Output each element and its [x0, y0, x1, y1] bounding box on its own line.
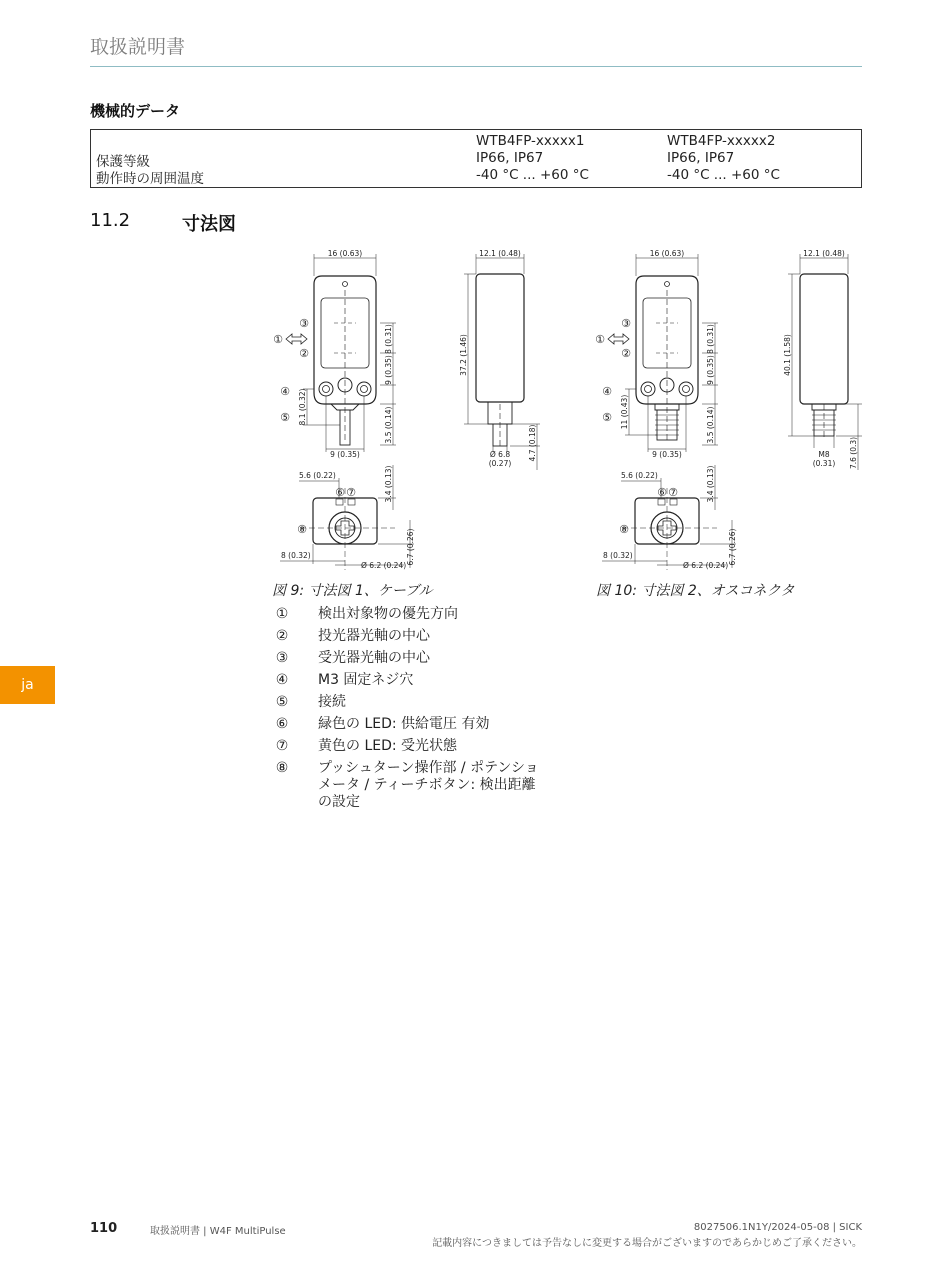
legend-number: ①	[275, 606, 289, 622]
legend-text: M3 固定ネジ穴	[318, 672, 414, 688]
figure-1-drawing	[273, 249, 540, 570]
dim-6: 7.6 (0.3)	[849, 436, 858, 470]
dim-2: 9 (0.35)	[706, 355, 715, 385]
callout-8: ⑧	[619, 523, 629, 536]
legend-number: ②	[275, 628, 289, 644]
chapter-title: 寸法図	[182, 214, 236, 235]
figure-1-caption: 図 9: 寸法図 1、ケーブル	[272, 583, 433, 599]
dim-3: 11 (0.43)	[620, 394, 629, 430]
dim-top-width: 16 (0.63)	[649, 249, 685, 258]
legend-number: ④	[275, 672, 289, 688]
callout-6: ⑥	[335, 486, 345, 499]
bottom-dim-c: 8 (0.32)	[281, 551, 311, 560]
section-title: 機械的データ	[90, 102, 181, 120]
table-cell: 動作時の周囲温度	[96, 171, 204, 187]
bottom-dim-e: 6.7 (0.26)	[406, 528, 415, 566]
dim-side-width: 12.1 (0.48)	[803, 249, 845, 258]
dim-2: 9 (0.35)	[384, 355, 393, 385]
legend-text: 接続	[318, 694, 346, 710]
legend-text: 投光器光軸の中心	[318, 628, 430, 644]
callout-4: ④	[280, 385, 290, 398]
dim-1: 8 (0.31)	[384, 324, 393, 354]
bottom-dim-d: Ø 6.2 (0.24)	[683, 561, 729, 570]
dim-3: 8.1 (0.32)	[298, 388, 307, 426]
callout-2: ②	[621, 347, 631, 360]
dim-5: 9 (0.35)	[652, 450, 682, 459]
table-cell: IP66, IP67	[476, 150, 544, 166]
bottom-dim-a: 5.6 (0.22)	[299, 471, 336, 480]
bottom-dim-b: 3.4 (0.13)	[706, 465, 715, 503]
legend-number: ③	[275, 650, 289, 666]
bottom-dim-e: 6.7 (0.26)	[728, 528, 737, 566]
callout-6: ⑥	[657, 486, 667, 499]
dim-cable-dia: Ø 6.8	[489, 450, 511, 459]
callout-1: ①	[273, 333, 283, 346]
dim-1: 8 (0.31)	[706, 324, 715, 354]
legend-text: プッシュターン操作部 / ポテンショメータ / ティーチボタン: 検出距離の設定	[318, 760, 539, 810]
legend-text: 黄色の LED: 受光状態	[318, 738, 458, 754]
figure-2-drawing	[595, 249, 862, 570]
dim-height: 37.2 (1.46)	[459, 334, 468, 376]
dim-4: 3.5 (0.14)	[706, 406, 715, 444]
footer-reference: 8027506.1N1Y/2024-05-08 | SICK	[693, 1222, 862, 1233]
legend-number: ⑤	[275, 694, 289, 710]
page-number: 110	[90, 1221, 118, 1236]
footer-doc-title: 取扱説明書 | W4F MultiPulse	[150, 1226, 286, 1237]
table-row	[91, 167, 861, 187]
legend-number: ⑧	[275, 760, 289, 776]
dim-connector: M8	[818, 450, 830, 459]
dim-top-width: 16 (0.63)	[327, 249, 363, 258]
column-header: WTB4FP-xxxxx1	[476, 133, 585, 149]
legend-text: 受光器光軸の中心	[318, 650, 430, 666]
column-header: WTB4FP-xxxxx2	[667, 133, 776, 149]
bottom-dim-b: 3.4 (0.13)	[384, 465, 393, 503]
table-row	[91, 150, 861, 170]
legend-text: 緑色の LED: 供給電圧 有効	[318, 716, 490, 732]
language-tab: ja	[0, 666, 55, 704]
table-cell: IP66, IP67	[667, 150, 735, 166]
callout-3: ③	[299, 317, 309, 330]
table-cell: 保護等級	[96, 154, 150, 170]
spec-table	[90, 129, 862, 188]
dim-connector-inch: (0.31)	[812, 459, 836, 468]
legend-number: ⑥	[275, 716, 289, 732]
chapter-number: 11.2	[90, 210, 131, 231]
table-cell: -40 °C ... +60 °C	[667, 167, 780, 183]
callout-1: ①	[595, 333, 605, 346]
figure-2-caption: 図 10: 寸法図 2、オスコネクタ	[596, 583, 795, 599]
header-title: 取扱説明書	[90, 36, 186, 58]
header-rule	[90, 66, 862, 67]
dim-side-width: 12.1 (0.48)	[479, 249, 521, 258]
dim-cable-dia-inch: (0.27)	[488, 459, 512, 468]
callout-8: ⑧	[297, 523, 307, 536]
callout-7: ⑦	[668, 486, 678, 499]
callout-3: ③	[621, 317, 631, 330]
table-cell: -40 °C ... +60 °C	[476, 167, 589, 183]
bottom-dim-d: Ø 6.2 (0.24)	[361, 561, 407, 570]
dimension-drawings	[0, 240, 950, 580]
dim-height: 40.1 (1.58)	[783, 334, 792, 376]
callout-2: ②	[299, 347, 309, 360]
bottom-dim-a: 5.6 (0.22)	[621, 471, 658, 480]
callout-5: ⑤	[280, 411, 290, 424]
dim-6: 4.7 (0.18)	[528, 424, 537, 462]
bottom-dim-c: 8 (0.32)	[603, 551, 633, 560]
dim-4: 3.5 (0.14)	[384, 406, 393, 444]
callout-4: ④	[602, 385, 612, 398]
table-header-row	[91, 133, 861, 150]
callout-5: ⑤	[602, 411, 612, 424]
footer-disclaimer: 記載内容につきましては予告なしに変更する場合がございますのであらかじめご了承ください。	[432, 1238, 862, 1249]
legend-text: 検出対象物の優先方向	[318, 606, 458, 622]
dim-5: 9 (0.35)	[330, 450, 360, 459]
callout-7: ⑦	[346, 486, 356, 499]
legend-number: ⑦	[275, 738, 289, 754]
